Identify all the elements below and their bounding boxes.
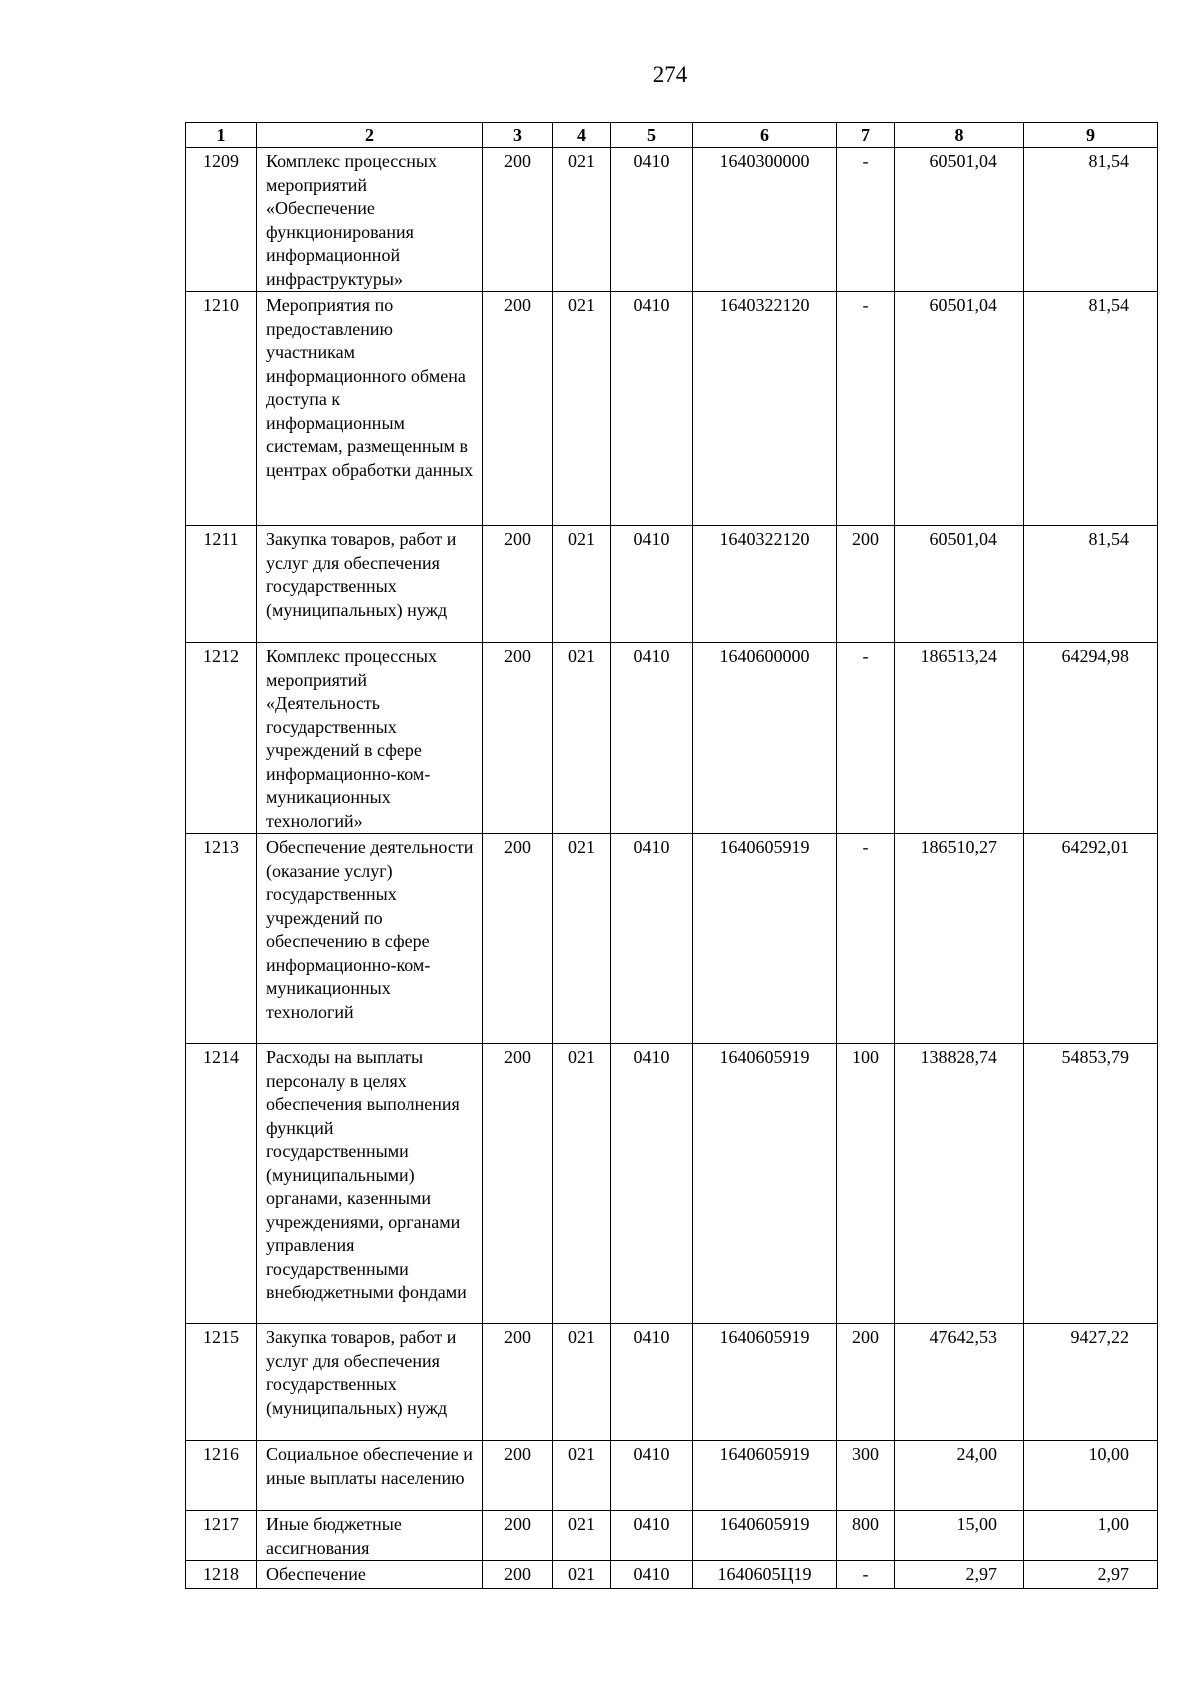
cell-col3: 200 bbox=[483, 526, 553, 643]
table-row bbox=[186, 834, 1158, 1044]
cell-col9: 64294,98 bbox=[1024, 643, 1158, 834]
cell-col8: 60501,04 bbox=[895, 526, 1024, 643]
header-row bbox=[186, 123, 1158, 148]
cell-col7: - bbox=[837, 834, 895, 1044]
column-header: 9 bbox=[1024, 123, 1158, 148]
row-name: Обеспечение bbox=[257, 1561, 483, 1589]
table-row bbox=[186, 1441, 1158, 1511]
page-number: 274 bbox=[652, 62, 688, 87]
row-name: Комплекс процессных мероприятий «Обеспечение функционирования информационной инфраструктуры» bbox=[257, 148, 483, 292]
table-row bbox=[186, 1324, 1158, 1441]
cell-col7: 200 bbox=[837, 526, 895, 643]
cell-col8: 15,00 bbox=[895, 1511, 1024, 1561]
cell-col5: 0410 bbox=[611, 292, 693, 526]
cell-col8: 186513,24 bbox=[895, 643, 1024, 834]
cell-col8: 138828,74 bbox=[895, 1044, 1024, 1324]
cell-col3: 200 bbox=[483, 643, 553, 834]
cell-col4: 021 bbox=[553, 292, 611, 526]
cell-col5: 0410 bbox=[611, 148, 693, 292]
column-header: 2 bbox=[257, 123, 483, 148]
cell-col9: 9427,22 bbox=[1024, 1324, 1158, 1441]
cell-col6: 1640605919 bbox=[693, 1324, 837, 1441]
cell-col5: 0410 bbox=[611, 1044, 693, 1324]
row-name: Мероприятия по предоставлению участникам информационного обмена доступа к информационным системам, размещенным в центрах обработки данных bbox=[257, 292, 483, 526]
cell-col5: 0410 bbox=[611, 1441, 693, 1511]
row-number: 1209 bbox=[186, 148, 257, 292]
cell-col6: 1640605919 bbox=[693, 834, 837, 1044]
cell-col4: 021 bbox=[553, 1561, 611, 1589]
cell-col4: 021 bbox=[553, 834, 611, 1044]
cell-col3: 200 bbox=[483, 1511, 553, 1561]
column-header: 7 bbox=[837, 123, 895, 148]
cell-col8: 2,97 bbox=[895, 1561, 1024, 1589]
cell-col8: 47642,53 bbox=[895, 1324, 1024, 1441]
cell-col3: 200 bbox=[483, 1324, 553, 1441]
column-header: 5 bbox=[611, 123, 693, 148]
cell-col3: 200 bbox=[483, 834, 553, 1044]
table-row bbox=[186, 1561, 1158, 1589]
cell-col9: 81,54 bbox=[1024, 292, 1158, 526]
cell-col3: 200 bbox=[483, 1441, 553, 1511]
cell-col6: 1640322120 bbox=[693, 526, 837, 643]
cell-col6: 1640322120 bbox=[693, 292, 837, 526]
cell-col4: 021 bbox=[553, 1324, 611, 1441]
row-number: 1211 bbox=[186, 526, 257, 643]
cell-col6: 1640605919 bbox=[693, 1441, 837, 1511]
cell-col7: - bbox=[837, 643, 895, 834]
cell-col7: 800 bbox=[837, 1511, 895, 1561]
cell-col6: 1640300000 bbox=[693, 148, 837, 292]
cell-col5: 0410 bbox=[611, 643, 693, 834]
budget-table bbox=[185, 122, 1158, 1589]
cell-col4: 021 bbox=[553, 526, 611, 643]
table-row bbox=[186, 526, 1158, 643]
column-header: 8 bbox=[895, 123, 1024, 148]
table-row bbox=[186, 148, 1158, 292]
cell-col4: 021 bbox=[553, 1511, 611, 1561]
row-name: Закупка товаров, работ и услуг для обеспечения государственных (муниципальных) нужд bbox=[257, 1324, 483, 1441]
cell-col6: 1640605919 bbox=[693, 1511, 837, 1561]
column-header: 3 bbox=[483, 123, 553, 148]
row-name: Иные бюджетные ассигнования bbox=[257, 1511, 483, 1561]
row-number: 1215 bbox=[186, 1324, 257, 1441]
cell-col5: 0410 bbox=[611, 526, 693, 643]
row-name: Обеспечение деятельности (оказание услуг) государственных учреждений по обеспечению в сфере информационно-ком-муникационных технологий bbox=[257, 834, 483, 1044]
cell-col9: 64292,01 bbox=[1024, 834, 1158, 1044]
row-number: 1216 bbox=[186, 1441, 257, 1511]
row-name: Социальное обеспечение и иные выплаты населению bbox=[257, 1441, 483, 1511]
cell-col8: 60501,04 bbox=[895, 292, 1024, 526]
cell-col7: - bbox=[837, 1561, 895, 1589]
cell-col4: 021 bbox=[553, 643, 611, 834]
cell-col9: 1,00 bbox=[1024, 1511, 1158, 1561]
cell-col4: 021 bbox=[553, 148, 611, 292]
cell-col4: 021 bbox=[553, 1044, 611, 1324]
cell-col7: - bbox=[837, 292, 895, 526]
column-header: 6 bbox=[693, 123, 837, 148]
cell-col3: 200 bbox=[483, 1044, 553, 1324]
cell-col6: 1640605Ц19 bbox=[693, 1561, 837, 1589]
cell-col5: 0410 bbox=[611, 834, 693, 1044]
cell-col5: 0410 bbox=[611, 1561, 693, 1589]
cell-col7: 200 bbox=[837, 1324, 895, 1441]
cell-col7: 300 bbox=[837, 1441, 895, 1511]
row-number: 1212 bbox=[186, 643, 257, 834]
cell-col9: 81,54 bbox=[1024, 148, 1158, 292]
table-row bbox=[186, 643, 1158, 834]
cell-col5: 0410 bbox=[611, 1324, 693, 1441]
row-number: 1214 bbox=[186, 1044, 257, 1324]
cell-col6: 1640600000 bbox=[693, 643, 837, 834]
cell-col9: 10,00 bbox=[1024, 1441, 1158, 1511]
row-name: Комплекс процессных мероприятий «Деятельность государственных учреждений в сфере информационно-ком-муникационных технологий» bbox=[257, 643, 483, 834]
cell-col7: - bbox=[837, 148, 895, 292]
cell-col8: 186510,27 bbox=[895, 834, 1024, 1044]
cell-col3: 200 bbox=[483, 148, 553, 292]
cell-col3: 200 bbox=[483, 292, 553, 526]
cell-col5: 0410 bbox=[611, 1511, 693, 1561]
cell-col7: 100 bbox=[837, 1044, 895, 1324]
table-row bbox=[186, 1044, 1158, 1324]
cell-col9: 81,54 bbox=[1024, 526, 1158, 643]
cell-col9: 54853,79 bbox=[1024, 1044, 1158, 1324]
row-number: 1210 bbox=[186, 292, 257, 526]
column-header: 4 bbox=[553, 123, 611, 148]
cell-col8: 60501,04 bbox=[895, 148, 1024, 292]
cell-col9: 2,97 bbox=[1024, 1561, 1158, 1589]
cell-col4: 021 bbox=[553, 1441, 611, 1511]
row-number: 1217 bbox=[186, 1511, 257, 1561]
row-name: Расходы на выплаты персоналу в целях обеспечения выполнения функций государственными (муниципальными) органами, казенными учреждениями, органами управления государственными внебюджетными фондами bbox=[257, 1044, 483, 1324]
cell-col8: 24,00 bbox=[895, 1441, 1024, 1511]
column-header: 1 bbox=[186, 123, 257, 148]
row-name: Закупка товаров, работ и услуг для обеспечения государственных (муниципальных) нужд bbox=[257, 526, 483, 643]
table-row bbox=[186, 1511, 1158, 1561]
cell-col3: 200 bbox=[483, 1561, 553, 1589]
cell-col6: 1640605919 bbox=[693, 1044, 837, 1324]
table-row bbox=[186, 292, 1158, 526]
row-number: 1213 bbox=[186, 834, 257, 1044]
row-number: 1218 bbox=[186, 1561, 257, 1589]
